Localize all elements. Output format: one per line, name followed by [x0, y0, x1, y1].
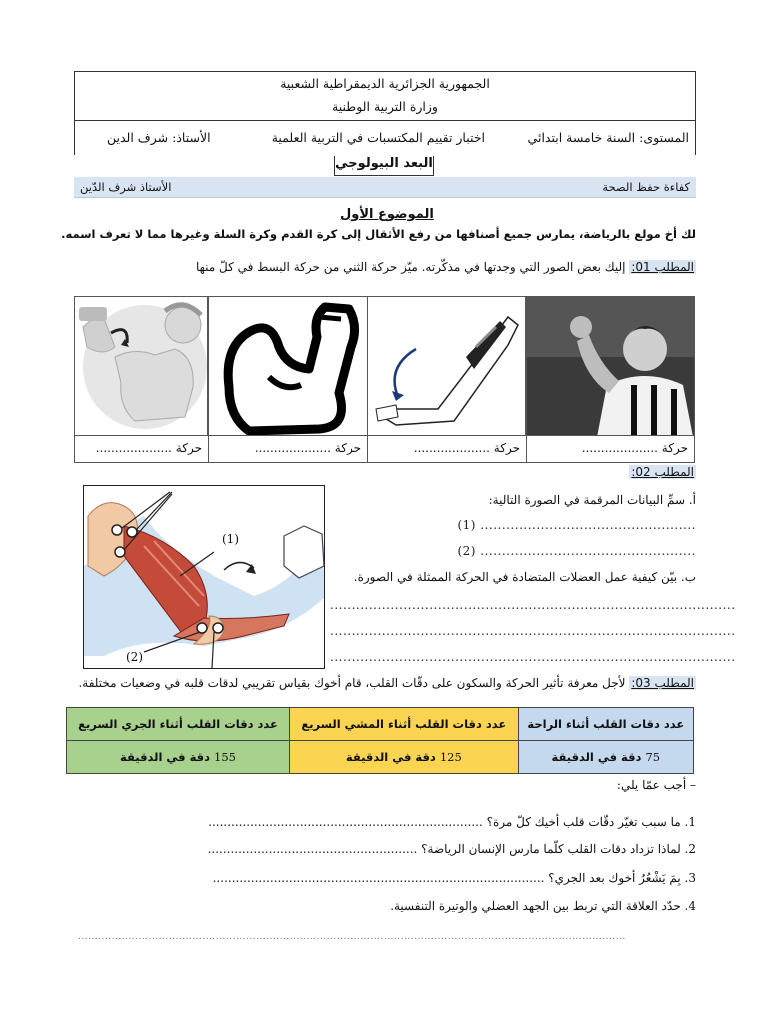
heart-table-value-row: [67, 741, 694, 774]
task1-text: إليك بعض الصور التي وجدتها في مذكّرته. ميّز حركة الثني من حركة البسط في كلّ منها: [195, 260, 626, 274]
arm-muscles-figure: [83, 485, 325, 669]
athlete-flex-photo: [526, 296, 695, 436]
figure-label-1: (1): [222, 532, 239, 546]
caption-1: حركة ....................: [526, 436, 695, 463]
bodybuilder-dumbbell-illustration: [74, 296, 208, 436]
task1: [196, 260, 696, 274]
question-2: 2. لماذا تزداد دقات القلب كلّما مارس الإنسان الرياضة؟ .......................................................: [207, 842, 696, 856]
caption-3: حركة ....................: [208, 436, 367, 463]
value-rest: 75 دقة في الدقيقة: [518, 741, 693, 774]
heart-rate-table: [66, 707, 694, 774]
task2-question-a: أ. سمِّ البيانات المرقمة في الصورة التالية:: [488, 493, 696, 507]
answer-line-3: ..............................................................................................: [330, 650, 736, 664]
teacher-label: الأستاذ: شرف الدين: [107, 130, 211, 145]
header-running: عدد دقات القلب أثناء الجري السريع: [67, 708, 290, 741]
forearm-bend-drawing: [367, 296, 526, 436]
task2-question-b: ب. بيّن كيفية عمل العضلات المتضادة في الحركة الممثلة في الصورة.: [353, 570, 696, 584]
value-walking: 125 دقة في الدقيقة: [290, 741, 519, 774]
heart-table-header-row: [67, 708, 694, 741]
task2-label: المطلب 02:: [631, 465, 694, 479]
section-title: البعد البيولوجي: [334, 156, 434, 176]
task2-item-1: (1) ..................................................: [457, 518, 696, 532]
exam-title: اختبار تقييم المكتسبات في التربية العلمية: [271, 130, 485, 145]
figure-label-2: (2): [126, 650, 143, 664]
task3-text: لأجل معرفة تأثير الحركة والسكون على دقّات القلب، قام أخوك بقياس تقريبي لدقات قلبه في وضعيات مختلفة.: [78, 676, 626, 690]
competence-label: كفاءة حفظ الصحة: [602, 180, 690, 194]
final-answer-line: ...................................................................................................................................................................: [78, 932, 626, 942]
task2: [629, 465, 696, 479]
question-4: 4. حدّد العلاقة التي تربط بين الجهد العضلي والوتيرة التنفسية.: [390, 899, 696, 913]
task2-item-2: (2) ..................................................: [457, 544, 696, 558]
flexed-arm-icon: [208, 296, 367, 436]
header-rest: عدد دقات القلب أثناء الراحة: [518, 708, 693, 741]
header-info-row: [75, 120, 695, 155]
answer-line-2: ..............................................................................................: [330, 624, 736, 638]
competence-band: [74, 177, 696, 198]
task1-label: المطلب 01:: [631, 260, 694, 274]
exam-header: [74, 71, 696, 155]
questions-lead: – أجب عمّا يلي:: [616, 778, 696, 792]
ministry-line: وزارة التربية الوطنية: [332, 99, 438, 114]
level-label: المستوى: السنة خامسة ابتدائي: [527, 130, 689, 145]
answer-line-1: ..............................................................................................: [330, 598, 736, 612]
caption-2: حركة ....................: [367, 436, 526, 463]
task3: [78, 676, 696, 690]
question-3: 3. بِمَ يَشْعُرُ أخوك بعد الجري؟ .......................................................................................: [212, 871, 696, 885]
intro-text: لك أخ مولع بالرياضة، يمارس جميع أصنافها من رفع الأثقال إلى كرة القدم وكرة السلة وغيرها مما لا تعرف اسمه.: [61, 227, 696, 241]
republic-line: الجمهورية الجزائرية الديمقراطية الشعبية: [280, 76, 490, 91]
caption-4: حركة ....................: [74, 436, 208, 463]
task3-label: المطلب 03:: [631, 676, 694, 690]
value-running: 155 دقة في الدقيقة: [67, 741, 290, 774]
question-1: 1. ما سبب تغيّر دقّات قلب أخيك كلّ مرة؟ ........................................................................: [208, 815, 696, 829]
band-teacher: الأستاذ شرف الدّين: [80, 180, 172, 194]
header-walking: عدد دقات القلب أثناء المشي السريع: [290, 708, 519, 741]
topic-title: الموضوع الأول: [340, 207, 434, 222]
